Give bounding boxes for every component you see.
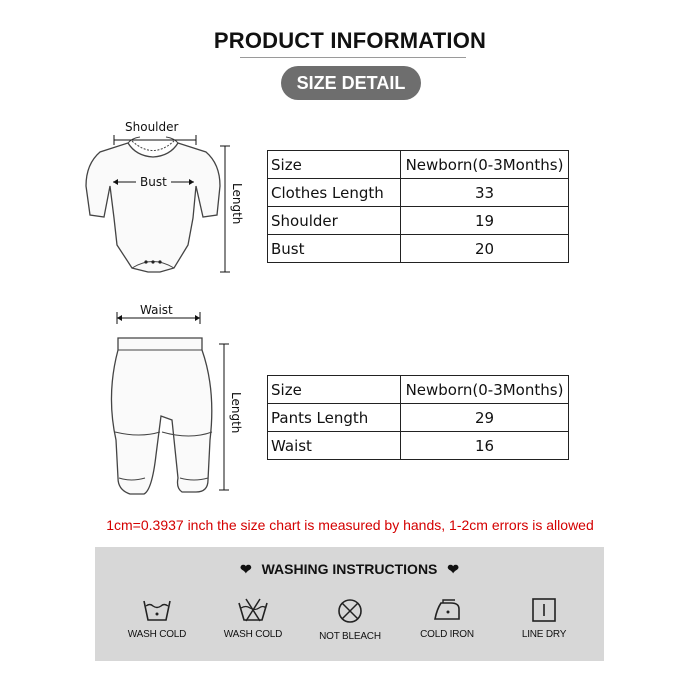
bodysuit-size-table bbox=[267, 150, 569, 263]
waist-label: Waist bbox=[140, 303, 173, 317]
pants-illustration bbox=[100, 298, 250, 502]
washing-title bbox=[95, 561, 604, 578]
table-cell: 33 bbox=[401, 179, 569, 207]
wash-item bbox=[310, 597, 390, 642]
bodysuit-illustration bbox=[80, 112, 260, 282]
table-cell: Waist bbox=[268, 432, 401, 460]
table-cell: Size bbox=[268, 376, 401, 404]
wash-item bbox=[117, 597, 197, 640]
size-detail-badge: SIZE DETAIL bbox=[281, 66, 421, 100]
table-row bbox=[268, 235, 569, 263]
wash-cold-icon bbox=[142, 597, 172, 623]
wash-item bbox=[213, 597, 293, 640]
table-cell: Clothes Length bbox=[268, 179, 401, 207]
cold-iron-icon bbox=[431, 597, 463, 623]
washing-title-text: WASHING INSTRUCTIONS bbox=[261, 561, 438, 577]
pants-size-table bbox=[267, 375, 569, 460]
title-divider bbox=[240, 57, 466, 58]
table-row bbox=[268, 376, 569, 404]
table-cell: Newborn(0-3Months) bbox=[401, 151, 569, 179]
heart-icon: ❤ bbox=[447, 561, 460, 577]
table-cell: Shoulder bbox=[268, 207, 401, 235]
table-cell: 16 bbox=[401, 432, 569, 460]
table-row bbox=[268, 207, 569, 235]
wash-label: WASH COLD bbox=[127, 629, 187, 640]
table-cell: Bust bbox=[268, 235, 401, 263]
bust-label: Bust bbox=[140, 175, 167, 189]
wash-item bbox=[407, 597, 487, 640]
table-cell: 20 bbox=[401, 235, 569, 263]
wash-label: NOT BLEACH bbox=[319, 631, 381, 642]
table-cell: 29 bbox=[401, 404, 569, 432]
wash-item bbox=[504, 597, 584, 640]
wash-label: COLD IRON bbox=[420, 629, 474, 640]
heart-icon: ❤ bbox=[239, 561, 252, 577]
measurement-note: 1cm=0.3937 inch the size chart is measured by hands, 1-2cm errors is allowed bbox=[106, 517, 594, 533]
table-row bbox=[268, 404, 569, 432]
table-cell: Pants Length bbox=[268, 404, 401, 432]
washing-instructions-panel bbox=[95, 547, 604, 661]
pants-length-label: Length bbox=[229, 392, 243, 434]
table-row bbox=[268, 432, 569, 460]
shoulder-label: Shoulder bbox=[125, 120, 179, 134]
wash-label: LINE DRY bbox=[521, 629, 567, 640]
table-cell: Size bbox=[268, 151, 401, 179]
table-row bbox=[268, 151, 569, 179]
table-cell: 19 bbox=[401, 207, 569, 235]
bodysuit-length-label: Length bbox=[230, 183, 244, 225]
do-not-bleach-icon bbox=[335, 597, 365, 625]
wash-label: WASH COLD bbox=[223, 629, 283, 640]
hand-wash-cold-icon bbox=[236, 597, 270, 623]
table-row bbox=[268, 179, 569, 207]
page-title: PRODUCT INFORMATION bbox=[213, 28, 487, 53]
line-dry-icon bbox=[530, 597, 558, 623]
table-cell: Newborn(0-3Months) bbox=[401, 376, 569, 404]
